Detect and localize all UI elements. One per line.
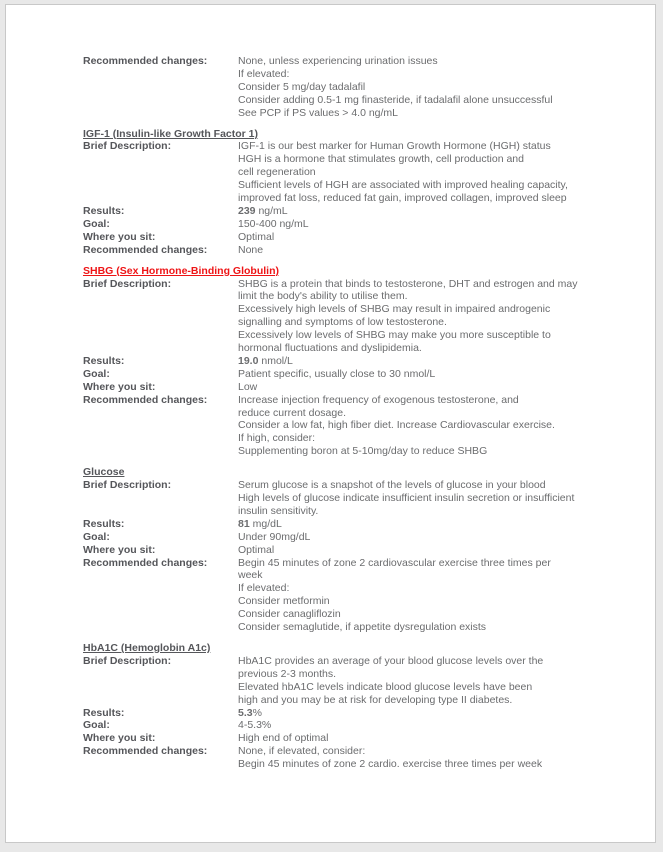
value-line: Increase injection frequency of exogenous testosterone, and <box>238 393 519 406</box>
value-line: 4-5.3% <box>238 719 272 732</box>
value-line: Optimal <box>238 230 275 243</box>
value-line: Begin 45 minutes of zone 2 cardio. exercise three times per week <box>238 758 543 771</box>
value-line: high and you may be at risk for developing type II diabetes. <box>238 693 513 706</box>
field-value <box>238 205 655 218</box>
value-line: Consider canagliflozin <box>238 608 341 621</box>
value-line: previous 2-3 months. <box>238 667 337 680</box>
value-line: None <box>238 243 264 256</box>
value-line: If elevated: <box>238 67 290 80</box>
value-line: High levels of glucose indicate insufficient insulin secretion or insufficient <box>238 492 575 504</box>
field-row <box>83 231 655 244</box>
value-line: Optimal <box>238 543 275 556</box>
field-value <box>238 381 655 394</box>
section-shbg <box>83 265 655 459</box>
field-value <box>238 531 655 544</box>
field-row <box>83 518 655 531</box>
result-number: 19.0 <box>238 354 259 367</box>
field-value <box>238 355 655 368</box>
field-value <box>238 518 655 531</box>
field-row <box>83 479 655 518</box>
field-label: Goal: <box>83 217 110 230</box>
value-line: IGF-1 is our best marker for Human Growth Hormone (HGH) status <box>238 140 551 153</box>
field-row <box>83 205 655 218</box>
value-line: None, if elevated, consider: <box>238 745 366 758</box>
field-value <box>238 231 655 244</box>
value-line: cell regeneration <box>238 166 316 179</box>
field-value <box>238 544 655 557</box>
value-line: Excessively high levels of SHBG may result in impaired androgenic <box>238 303 551 316</box>
field-row <box>83 244 655 257</box>
field-label: Recommended changes: <box>83 243 208 256</box>
result-number: 5.3 <box>238 706 253 719</box>
field-value <box>238 719 655 732</box>
value-line: improved fat loss, reduced fat gain, improved collagen, improved sleep <box>238 192 567 205</box>
value-line: Excessively low levels of SHBG may make you more susceptible to <box>238 329 551 342</box>
value-line <box>238 355 655 368</box>
value-line: None, unless experiencing urination issues <box>238 55 438 67</box>
field-label: Brief Description: <box>83 140 172 153</box>
field-value <box>238 244 655 257</box>
field-label: Recommended changes: <box>83 55 208 67</box>
value-line: Serum glucose is a snapshot of the levels of glucose in your blood <box>238 479 546 492</box>
field-value <box>238 278 655 355</box>
field-label: Brief Description: <box>83 277 172 290</box>
section-glucose <box>83 466 655 634</box>
field-value <box>238 368 655 381</box>
value-line: Consider metformin <box>238 595 330 608</box>
field-row <box>83 381 655 394</box>
field-label: Recommended changes: <box>83 745 208 758</box>
section-heading-shbg: SHBG (Sex Hormone-Binding Globulin) <box>83 264 279 277</box>
value-line: 150-400 ng/mL <box>238 217 309 230</box>
value-line: High end of optimal <box>238 732 329 745</box>
field-row <box>83 394 655 459</box>
field-value <box>238 479 655 518</box>
field-row <box>83 218 655 231</box>
field-value <box>238 655 655 707</box>
value-line <box>238 205 655 218</box>
value-line: If high, consider: <box>238 432 316 445</box>
value-line: Patient specific, usually close to 30 nmol/L <box>238 367 436 380</box>
result-number: 239 <box>238 204 256 217</box>
field-value <box>238 394 655 459</box>
field-row <box>83 368 655 381</box>
value-line: Consider a low fat, high fiber diet. Increase Cardiovascular exercise. <box>238 419 555 432</box>
value-line: hormonal fluctuations and dyslipidemia. <box>238 342 422 355</box>
field-label: Where you sit: <box>83 230 156 243</box>
value-line: reduce current dosage. <box>238 406 346 419</box>
value-line: See PCP if PS values > 4.0 ng/mL <box>238 106 399 119</box>
field-value <box>238 745 655 771</box>
field-label: Recommended changes: <box>83 393 208 406</box>
field-label: Where you sit: <box>83 543 156 556</box>
field-label: Results: <box>83 204 125 217</box>
value-line: Supplementing boron at 5-10mg/day to reduce SHBG <box>238 445 488 458</box>
field-label: Brief Description: <box>83 479 172 492</box>
field-value <box>238 218 655 231</box>
result-unit: mg/dL <box>249 517 282 530</box>
value-line: Consider 5 mg/day tadalafil <box>238 80 366 93</box>
field-row <box>83 531 655 544</box>
result-unit: ng/mL <box>255 204 288 217</box>
value-line: limit the body's ability to utilise them. <box>238 290 408 303</box>
result-unit: nmol/L <box>258 354 293 367</box>
field-label: Where you sit: <box>83 732 156 745</box>
field-value <box>238 140 655 205</box>
value-line <box>238 518 655 531</box>
value-line: HGH is a hormone that stimulates growth, cell production and <box>238 153 524 166</box>
value-line: Consider adding 0.5-1 mg finasteride, if tadalafil alone unsuccessful <box>238 93 553 106</box>
value-line: Elevated hbA1C levels indicate blood glucose levels have been <box>238 680 533 693</box>
field-label: Goal: <box>83 367 110 380</box>
section-heading-igf-1: IGF-1 (Insulin-like Growth Factor 1) <box>83 127 259 140</box>
field-row <box>83 719 655 732</box>
field-label: Results: <box>83 354 125 367</box>
value-line: Low <box>238 380 258 393</box>
field-row <box>83 140 655 205</box>
field-label: Results: <box>83 706 125 719</box>
field-row <box>83 557 655 634</box>
value-line <box>238 707 655 720</box>
result-number: 81 <box>238 517 250 530</box>
result-unit: % <box>252 706 262 719</box>
field-row <box>83 544 655 557</box>
field-label: Goal: <box>83 530 110 543</box>
report-content <box>6 5 655 771</box>
value-line: SHBG is a protein that binds to testosterone, DHT and estrogen and may <box>238 277 578 290</box>
field-row <box>83 732 655 745</box>
value-line: signalling and symptoms of low testosterone. <box>238 316 447 329</box>
field-label: Goal: <box>83 719 110 732</box>
section-hba1c <box>83 642 655 771</box>
field-row <box>83 278 655 355</box>
section-heading-glucose: Glucose <box>83 466 125 479</box>
value-line: If elevated: <box>238 582 290 595</box>
field-value <box>238 732 655 745</box>
field-label: Brief Description: <box>83 654 172 667</box>
field-row <box>83 707 655 720</box>
value-line: Sufficient levels of HGH are associated with improved healing capacity, <box>238 179 568 192</box>
field-value <box>238 707 655 720</box>
field-row <box>83 655 655 707</box>
field-row <box>83 355 655 368</box>
value-line: HbA1C provides an average of your blood glucose levels over the <box>238 654 544 667</box>
field-label: Results: <box>83 517 125 530</box>
value-line: week <box>238 569 263 582</box>
field-label: Recommended changes: <box>83 556 208 569</box>
value-line: Begin 45 minutes of zone 2 cardiovascular exercise three times per <box>238 556 551 569</box>
value-line: Under 90mg/dL <box>238 530 311 543</box>
section-heading-hba1c: HbA1C (Hemoglobin A1c) <box>83 641 211 654</box>
section-igf-1 <box>83 128 655 257</box>
field-label: Where you sit: <box>83 380 156 393</box>
value-line: Consider semaglutide, if appetite dysregulation exists <box>238 621 487 634</box>
field-row <box>83 55 655 120</box>
field-row <box>83 745 655 771</box>
field-value <box>238 557 655 634</box>
field-value <box>238 55 655 120</box>
section-previous-marker-continued <box>83 55 655 120</box>
value-line: insulin sensitivity. <box>238 504 319 517</box>
document-page <box>5 4 656 843</box>
